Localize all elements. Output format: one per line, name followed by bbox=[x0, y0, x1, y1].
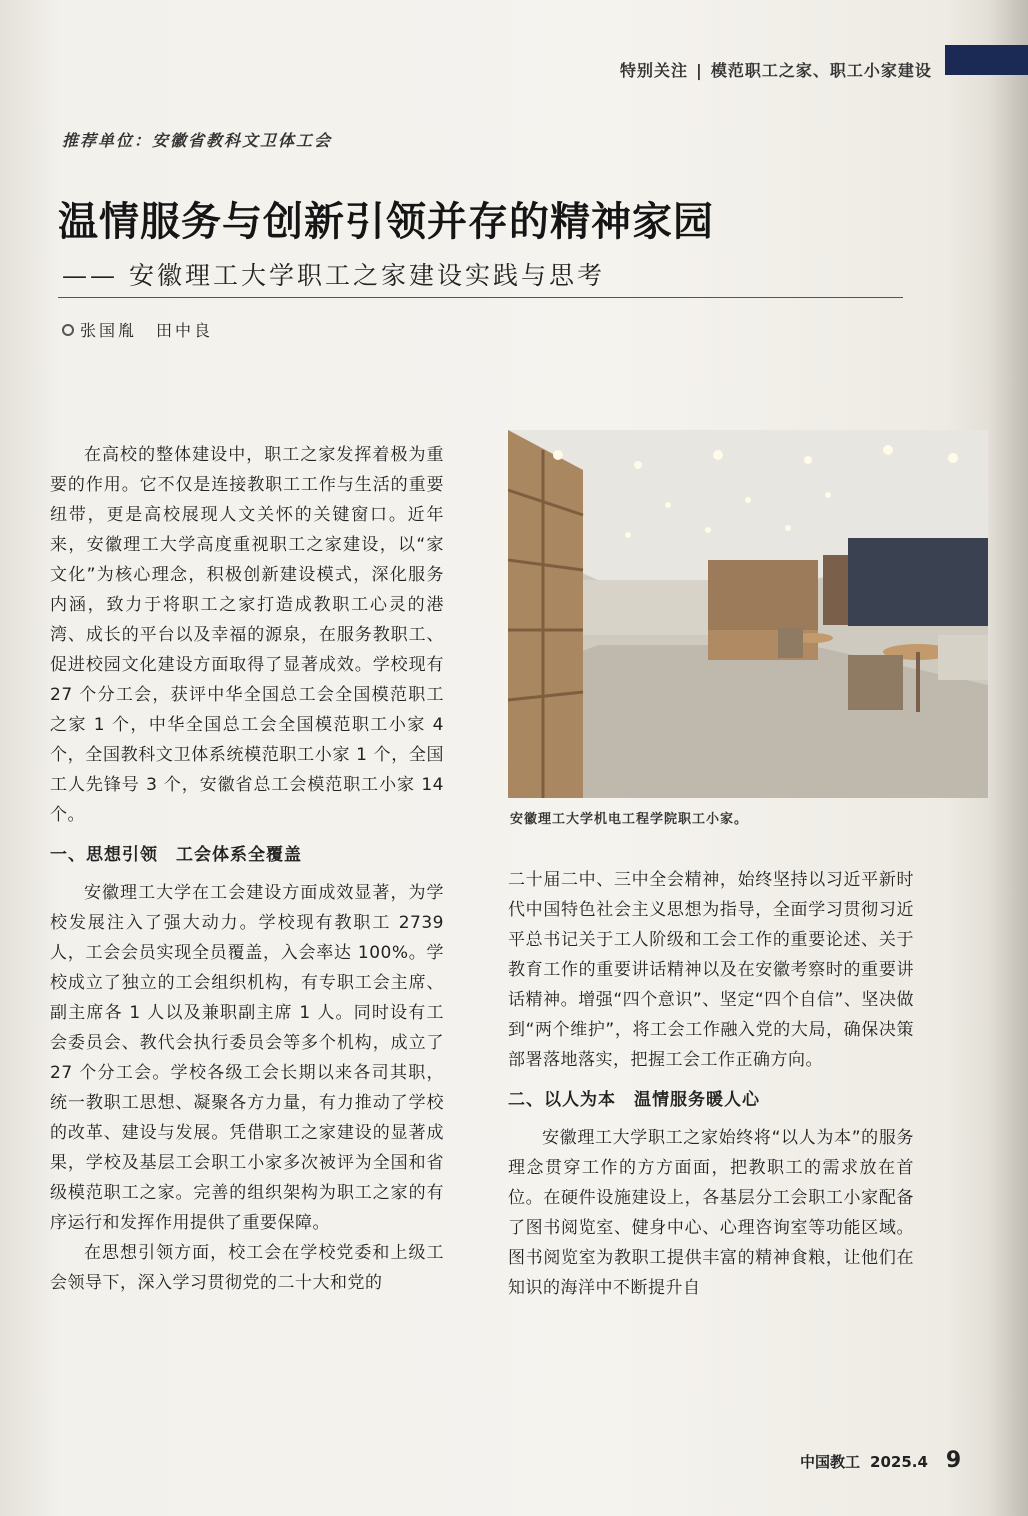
section-heading-1: 一、思想引领 工会体系全覆盖 bbox=[50, 845, 302, 865]
running-header bbox=[620, 58, 932, 81]
page-number: 9 bbox=[945, 1448, 962, 1473]
magazine-name: 中国教工 bbox=[800, 1453, 861, 1471]
article-subtitle: —— 安徽理工大学职工之家建设实践与思考 bbox=[62, 261, 605, 290]
body-paragraph: 二十届二中、三中全会精神，始终坚持以习近平新时代中国特色社会主义思想为指导，全面学习贯彻习近平总书记关于工人阶级和工会工作的重要论述、关于教育工作的重要讲话精神以及在安徽考察时的重要讲话精神。增强“四个意识”、坚定“四个自信”、坚决做到“两个维护”，将工会工作融入党的大局，确保决策部署落地落实，把握工会工作正确方向。 bbox=[508, 870, 914, 1070]
section-tab-marker bbox=[945, 45, 1028, 75]
page-edge-shadow bbox=[988, 0, 1028, 1516]
title-divider bbox=[58, 297, 903, 298]
left-column bbox=[50, 440, 444, 1298]
authors: 张国胤 田中良 bbox=[80, 321, 214, 340]
recommend-unit: 推荐单位：安徽省教科文卫体工会 bbox=[62, 131, 333, 150]
article-title: 温情服务与创新引领并存的精神家园 bbox=[58, 198, 714, 245]
issue-number: 2025.4 bbox=[870, 1453, 928, 1471]
section-heading-2: 二、以人为本 温情服务暖人心 bbox=[508, 1090, 760, 1110]
body-paragraph: 安徽理工大学职工之家始终将“以人为本”的服务理念贯穿工作的方方面面，把教职工的需求放在首位。在硬件设施建设上，各基层分工会职工小家配备了图书阅览室、健身中心、心理咨询室等功能区域。图书阅览室为教职工提供丰富的精神食粮，让他们在知识的海洋中不断提升自 bbox=[508, 1128, 914, 1298]
authors-line bbox=[62, 318, 213, 341]
photo-caption: 安徽理工大学机电工程学院职工小家。 bbox=[510, 812, 749, 827]
right-column bbox=[508, 865, 914, 1303]
page-footer bbox=[800, 1448, 961, 1473]
body-paragraph: 在思想引领方面，校工会在学校党委和上级工会领导下，深入学习贯彻党的二十大和党的 bbox=[50, 1243, 444, 1293]
header-separator: | bbox=[696, 61, 703, 80]
intro-paragraph: 在高校的整体建设中，职工之家发挥着极为重要的作用。它不仅是连接教职工工作与生活的重要纽带，更是高校展现人文关怀的关键窗口。近年来，安徽理工大学高度重视职工之家建设，以“家文化”为核心理念，积极创新建设模式，深化服务内涵，致力于将职工之家打造成教职工心灵的港湾、成长的平台以及幸福的源泉，在服务教职工、促进校园文化建设方面取得了显著成效。学校现有 27 个分工会，获评中华全国总工会全国模范职工之家 1 个，中华全国总工会全国模范职工小家 4 个，全国教科文卫体系统模范职工小家 1 个，全国工人先锋号 3 个，安徽省总工会模范职工小家 14 个。 bbox=[50, 445, 444, 825]
body-paragraph: 安徽理工大学在工会建设方面成效显著，为学校发展注入了强大动力。学校现有教职工 2739 人，工会会员实现全员覆盖，入会率达 100%。学校成立了独立的工会组织机构，有专职工会主席、副主席各 1 人以及兼职副主席 1 人。同时设有工会委员会、教代会执行委员会等多个机构，成立了 27 个分工会。学校各级工会长期以来各司其职，统一教职工思想、凝聚各方力量，有力推动了学校的改革、建设与发展。凭借职工之家建设的显著成果，学校及基层工会职工小家多次被评为全国和省级模范职工之家。完善的组织架构为职工之家的有序运行和发挥作用提供了重要保障。 bbox=[50, 883, 444, 1233]
header-topic: 模范职工之家、职工小家建设 bbox=[710, 61, 932, 80]
staff-home-photo bbox=[508, 430, 988, 798]
circle-bullet-icon bbox=[62, 324, 74, 336]
header-section: 特别关注 bbox=[620, 61, 689, 80]
room-photo-illustration bbox=[508, 430, 988, 798]
